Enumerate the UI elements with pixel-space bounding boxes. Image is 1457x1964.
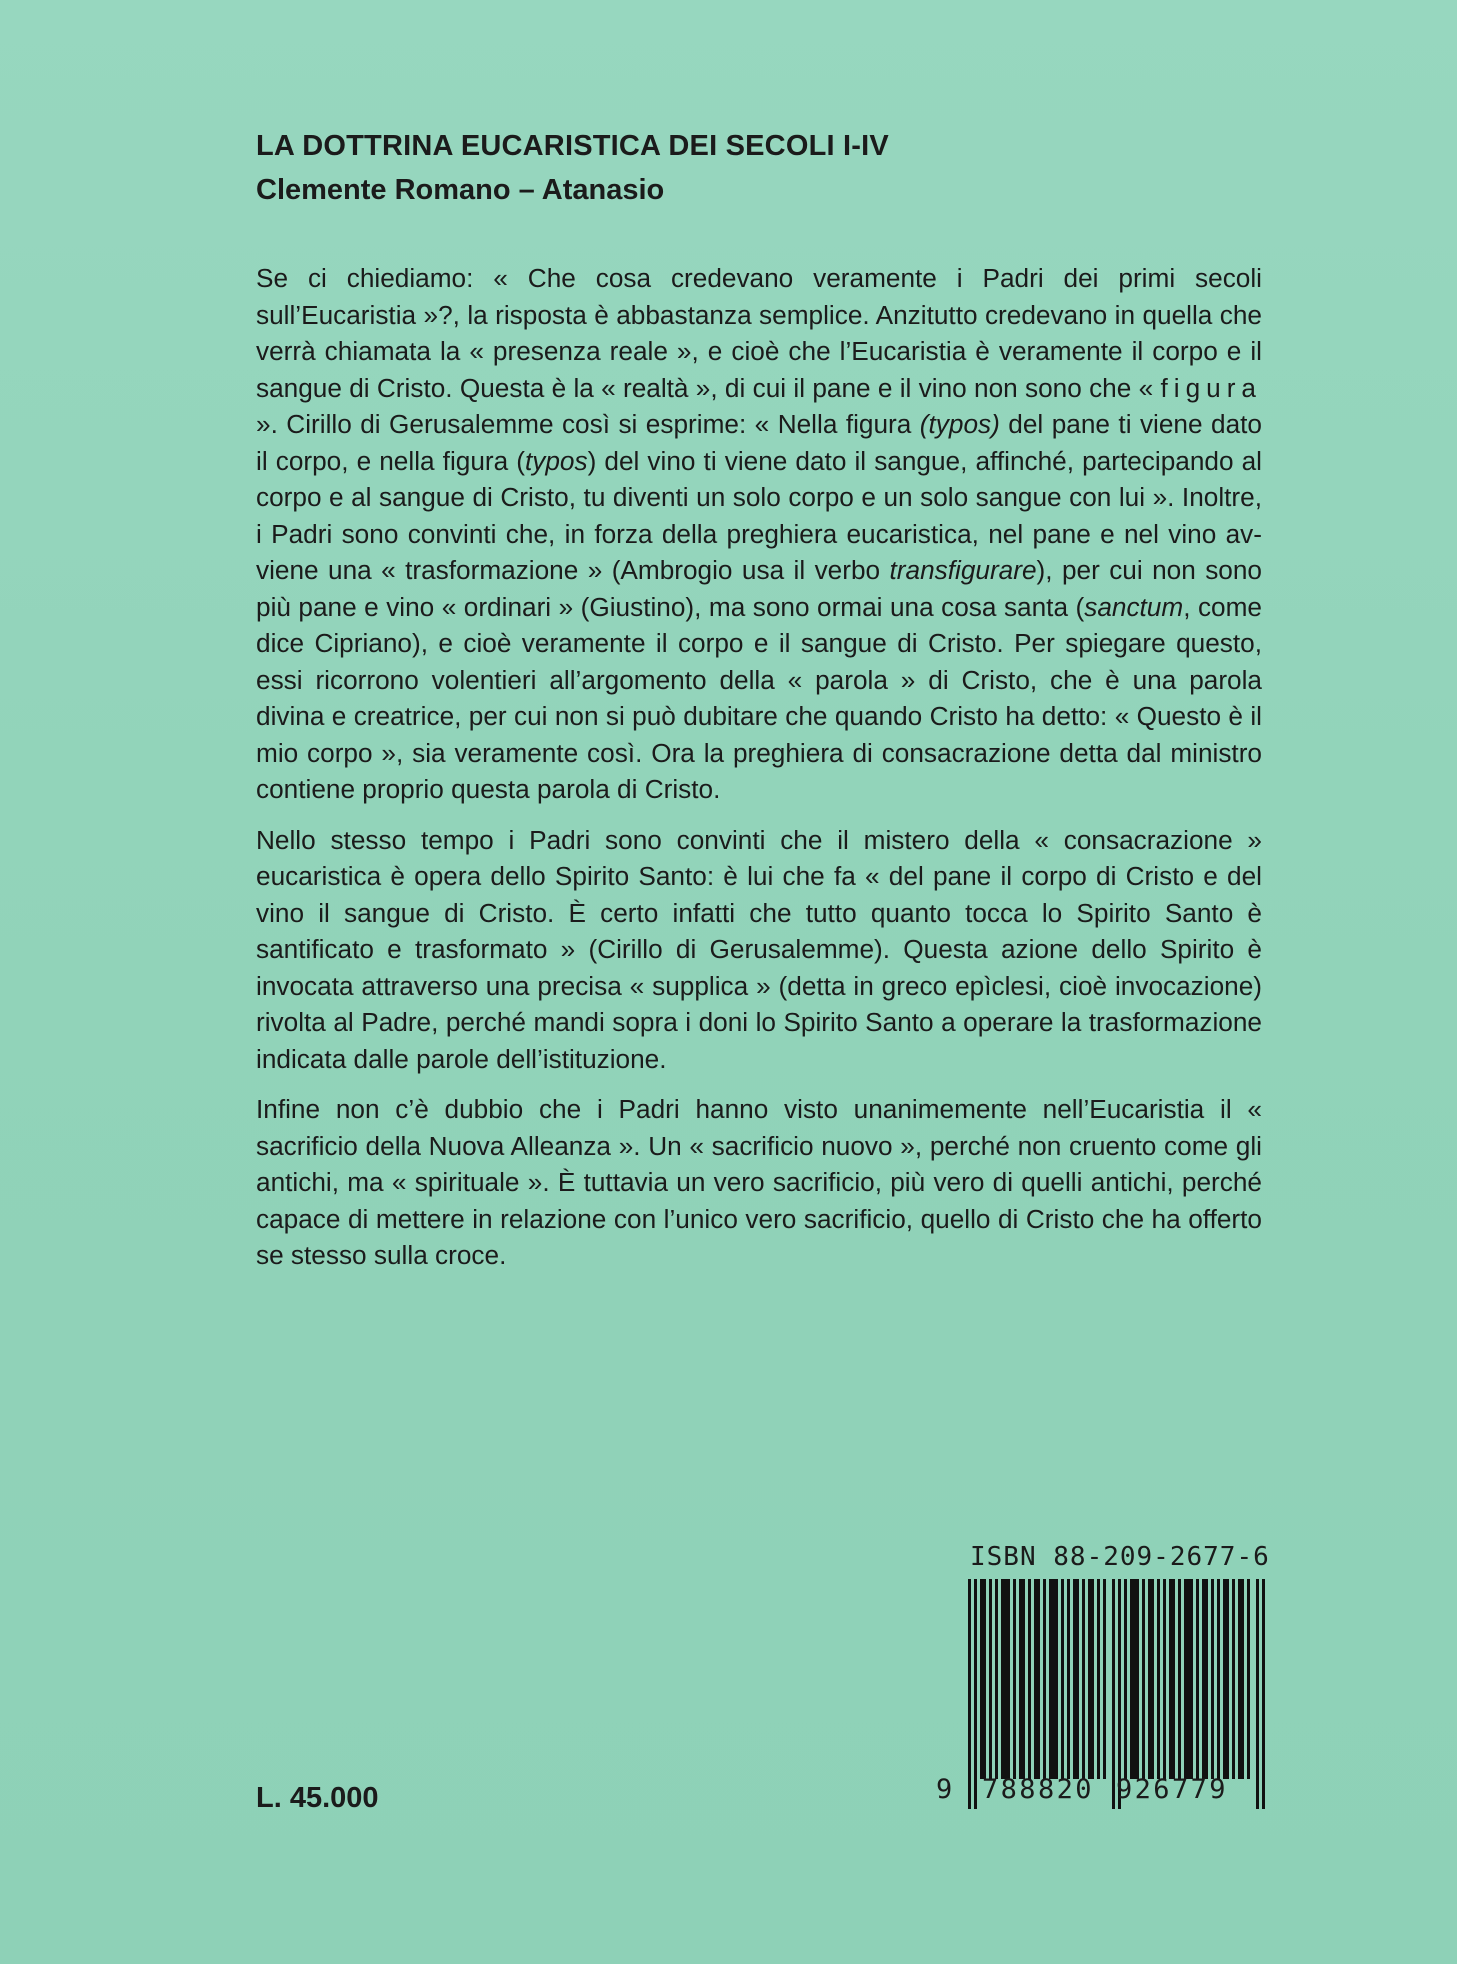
book-title: LA DOTTRINA EUCARISTICA DEI SECOLI I-IV <box>256 130 889 162</box>
book-subtitle: Clemente Romano – Atanasio <box>256 174 665 206</box>
blurb-paragraph-2: Nello stesso tempo i Padri sono convinti che il mistero della « consacrazione » eucaristica è opera dello Spirito Santo: è lui che fa « del pane il corpo di Cristo e del vino il sangue di Cristo. È certo infatti che tutto quanto tocca lo Spirito Santo è santificato e trasformato » (Cirillo di Gerusalemme). Questa azione dello Spirito è invocata attraverso una precisa « supplica » (detta in greco epìclesi, cioè invocazione) rivolta al Padre, perché mandi sopra i doni lo Spirito Santo a operare la trasformazione indicata dalle parole dell’istituzione. <box>256 824 1262 1074</box>
blurb-paragraph-3: Infine non c’è dubbio che i Padri hanno visto unanimemente nell’Eucaristia il « sacrificio della Nuova Alleanza ». Un « sacrificio nuovo », perché non cruento come gli antichi, ma « spirituale ». È tuttavia un vero sacrificio, più vero di quelli antichi, perché capace di mettere in relazione con l’unico vero sacrificio, quello di Cristo che ha offerto se stesso sulla croce. <box>256 1094 1262 1270</box>
ean-left-digits: 788820 <box>982 1774 1094 1805</box>
ean-right-digits: 926779 <box>1116 1774 1228 1805</box>
isbn-number: ISBN 88-209-2677-6 <box>970 1542 1270 1572</box>
italic-typos: (typos) <box>919 409 1000 439</box>
isbn-barcode <box>930 1541 1270 1821</box>
italic-typos: typos <box>524 445 588 476</box>
blurb-paragraph-1: Se ci chiediamo: « Che cosa credevano veramente i Padri dei primi secoli sull’Eucaristia »?, la risposta è abbastanza semplice. Anzitutto credevano in quella che verrà chiamata la « presenza reale », e cioè che l’Eucaristia è veramente il corpo e il sangue di Cristo. Questa è la « realtà », di cui il pane e il vino non sono che « figura ». Cirillo di Gerusalemme così si esprime: « Nella figura (typos) del pane ti viene dato il corpo, e nella figura (typos) del vino ti viene dato il sangue, affinché, partecipando al corpo e al sangue di Cristo, tu diventi un solo corpo e un solo sangue con lui ». Inoltre, i Padri sono convinti che, in forza della preghiera eucaristica, nel pane e nel vino avviene una « trasformazione » (Ambrogio usa il verbo transfigurare), per cui non sono più pane e vino « ordinari » (Giustino), ma sono ormai una cosa santa (sanctum, come dice Cipriano), e cioè veramente il corpo e il sangue di Cristo. Per spiegare questo, essi ricorrono volentieri all’argomento della « parola » di Cristo, che è una parola divina e creatrice, per cui non si può dubitare che quando Cristo ha detto: « Questo è il mio corpo », sia veramente così. Ora la preghiera di consacrazione detta dal ministro contiene proprio questa parola di Cristo. <box>256 263 1262 804</box>
header <box>256 124 1256 212</box>
italic-transfigurare: transfigurare <box>889 555 1037 585</box>
italic-sanctum: sanctum <box>1084 591 1184 622</box>
blurb-text <box>256 260 1262 1288</box>
ean-first-digit: 9 <box>936 1774 953 1805</box>
spaced-word-figura: figura <box>1160 372 1262 403</box>
price-label: L. 45.000 <box>256 1782 379 1814</box>
